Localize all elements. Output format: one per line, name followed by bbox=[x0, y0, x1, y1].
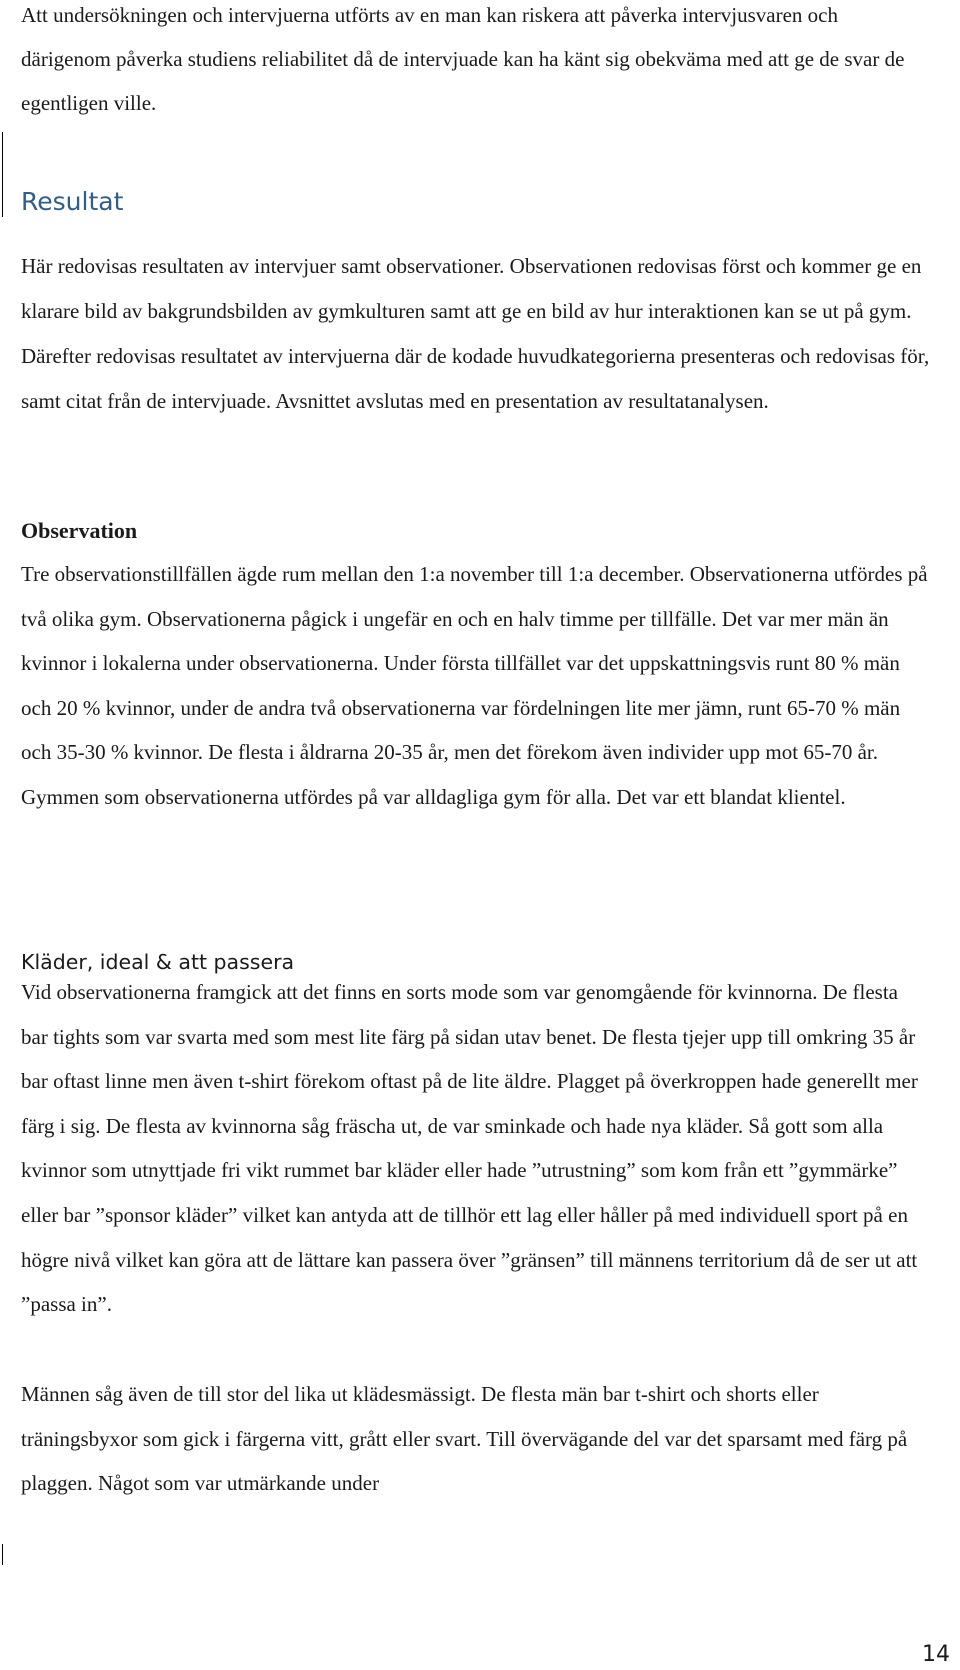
revision-bar-bottom bbox=[2, 1544, 3, 1565]
paragraph-klader-1: Vid observationerna framgick att det finns en sorts mode som var genomgående för kvinnorna. De flesta bar tights som var svarta med som mest lite färg på sidan utav benet. De flesta tjejer upp till omkring 35 år bar oftast linne men även t-shirt förekom oftast på de lite äldre. Plagget på överkroppen hade generellt mer färg i sig. De flesta av kvinnorna såg fräscha ut, de var sminkade och hade nya kläder. Så gott som alla kvinnor som utnyttjade fri vikt rummet bar kläder eller hade ”utrustning” som kom från ett ”gymmärke” eller bar ”sponsor kläder” vilket kan antyda att de tillhör ett lag eller håller på med individuell sport på en högre nivå vilket kan göra att de lättare kan passera över ”gränsen” till männens territorium då de ser ut att ”passa in”. bbox=[21, 980, 918, 1317]
paragraph-klader-2: Männen såg även de till stor del lika ut klädesmässigt. De flesta män bar t-shirt och shorts eller träningsbyxor som gick i färgerna vitt, grått eller svart. Till övervägande del var det sparsamt med färg på plaggen. Något som var utmärkande under bbox=[21, 1382, 908, 1496]
paragraph-resultat: Här redovisas resultaten av intervjuer samt observationer. Observationen redovisas först och kommer ge en klarare bild av bakgrundsbilden av gymkulturen samt att ge en bild av hur interaktionen kan se ut på gym. Därefter redovisas resultatet av intervjuerna där de kodade huvudkategorierna presenteras och redovisas för, samt citat från de intervjuade. Avsnittet avslutas med en presentation av resultatanalysen. bbox=[21, 254, 930, 413]
page-number: 14 bbox=[922, 1642, 950, 1667]
heading-klader: Kläder, ideal & att passera bbox=[21, 950, 295, 974]
heading-observation: Observation bbox=[21, 518, 138, 543]
paragraph-intro: Att undersökningen och intervjuerna utförts av en man kan riskera att påverka intervjusvaren och därigenom påverka studiens reliabilitet då de intervjuade kan ha känt sig obekväma med att ge de svar de egentligen ville. bbox=[21, 3, 905, 115]
revision-bar bbox=[2, 132, 3, 217]
heading-resultat: Resultat bbox=[21, 187, 124, 216]
paragraph-observation: Tre observationstillfällen ägde rum mellan den 1:a november till 1:a december. Observationerna utfördes på två olika gym. Observationerna pågick i ungefär en och en halv timme per tillfälle. Det var mer män än kvinnor i lokalerna under observationerna. Under första tillfället var det uppskattningsvis runt 80 % män och 20 % kvinnor, under de andra två observationerna var fördelningen lite mer jämn, runt 65-70 % män och 35-30 % kvinnor. De flesta i åldrarna 20-35 år, men det förekom även individer upp mot 65-70 år. Gymmen som observationerna utfördes på var alldagliga gym för alla. Det var ett blandat klientel. bbox=[21, 562, 928, 809]
